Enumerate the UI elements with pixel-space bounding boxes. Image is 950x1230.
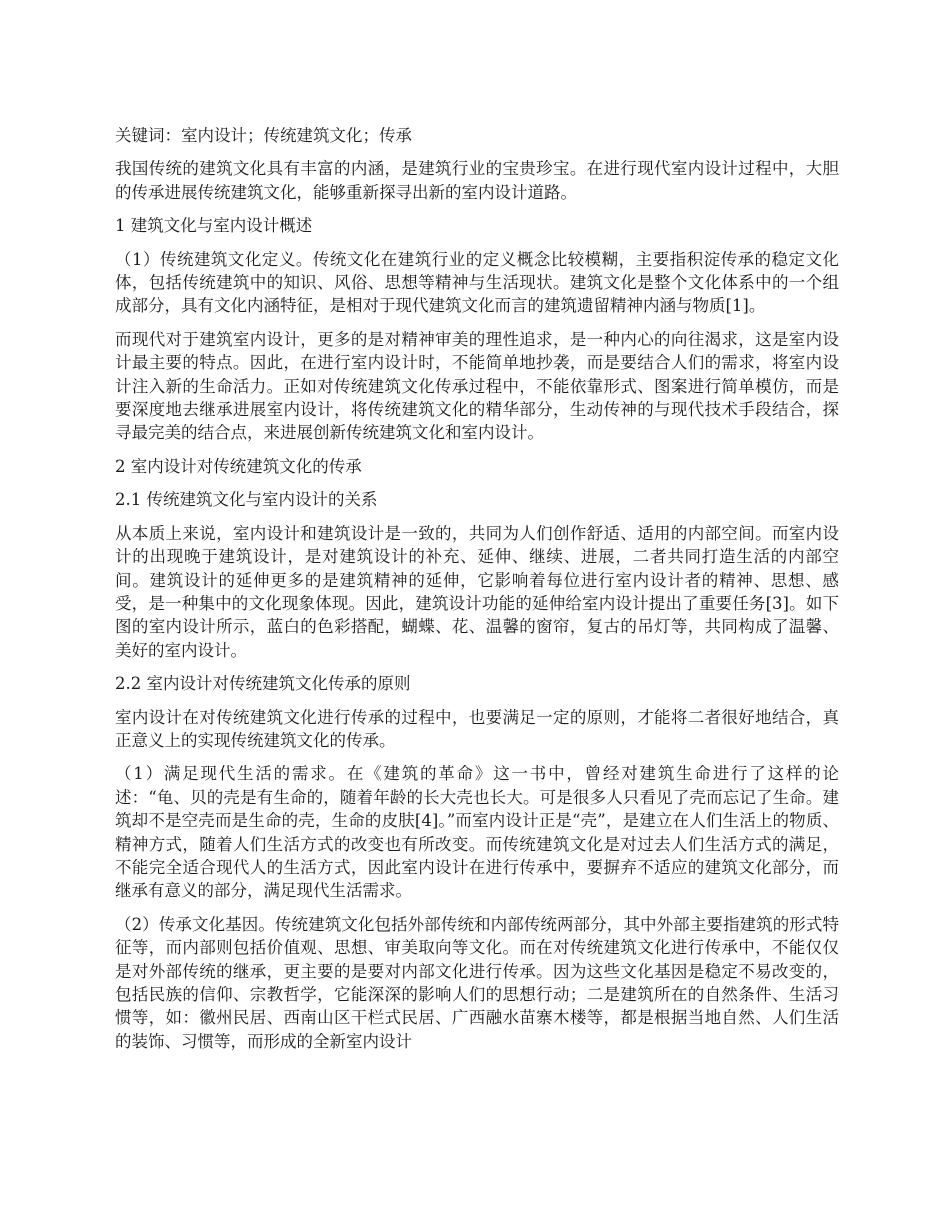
section-2-2-paragraph-2: （1）满足现代生活的需求。在《建筑的革命》这一书中，曾经对建筑生命进行了这样的论述：“龟、贝的壳是有生命的，随着年龄的长大壳也长大。可是很多人只看见了壳而忘记了生命。建筑却不是空壳而是生命的壳，生命的皮肤[4]。”而室内设计正是“壳”，是建立在人们生活上的物质、精神方式，随着人们生活方式的改变也有所改变。而传统建筑文化是对过去人们生活方式的满足，不能完全适合现代人的生活方式，因此室内设计在进行传承中，要摒弃不适应的建筑文化部分，而继承有意义的部分，满足现代生活需求。 — [115, 764, 839, 901]
section-2-2-heading: 2.2 室内设计对传统建筑文化传承的原则 — [115, 674, 411, 694]
section-2-1-paragraph-1: 从本质上来说，室内设计和建筑设计是一致的，共同为人们创作舒适、适用的内部空间。而室内设计的出现晚于建筑设计，是对建筑设计的补充、延伸、继续、进展，二者共同打造生活的内部空间。建筑设计的延伸更多的是建筑精神的延伸，它影响着每位进行室内设计者的精神、思想、感受，是一种集中的文化现象体现。因此，建筑设计功能的延伸给室内设计提出了重要任务[3]。如下图的室内设计所示，蓝白的色彩搭配，蝴蝶、花、温馨的窗帘，复古的吊灯等，共同构成了温馨、美好的室内设计。 — [115, 523, 839, 660]
section-2-2-paragraph-1: 室内设计在对传统建筑文化进行传承的过程中，也要满足一定的原则，才能将二者很好地结合，真正意义上的实现传统建筑文化的传承。 — [115, 707, 839, 750]
section-1-paragraph-2: 而现代对于建筑室内设计，更多的是对精神审美的理性追求，是一种内心的向往渴求，这是室内设计最主要的特点。因此，在进行室内设计时，不能简单地抄袭，而是要结合人们的需求，将室内设计注入新的生命活力。正如对传统建筑文化传承过程中，不能依靠形式、图案进行简单模仿，而是要深度地去继承进展室内设计，将传统建筑文化的精华部分，生动传神的与现代技术手段结合，探寻最完美的结合点，来进展创新传统建筑文化和室内设计。 — [115, 329, 839, 443]
section-1-heading: 1 建筑文化与室内设计概述 — [115, 216, 313, 236]
document-page — [115, 124, 839, 1063]
section-2-1-heading: 2.1 传统建筑文化与室内设计的关系 — [115, 490, 378, 510]
section-2-heading: 2 室内设计对传统建筑文化的传承 — [115, 456, 362, 476]
keywords-line: 关键词：室内设计；传统建筑文化；传承 — [115, 126, 412, 145]
section-2-2-paragraph-3: （2）传承文化基因。传统建筑文化包括外部传统和内部传统两部分，其中外部主要指建筑的形式特征等，而内部则包括价值观、思想、审美取向等文化。而在对传统建筑文化进行传承中，不能仅仅是对外部传统的继承，更主要的是要对内部文化进行传承。因为这些文化基因是稳定不易改变的，包括民族的信仰、宗教哲学，它能深深的影响人们的思想行动；二是建筑所在的自然条件、生活习惯等，如：徽州民居、西南山区干栏式民居、广西融水苗寨木楼等，都是根据当地自然、人们生活的装饰、习惯等，而形成的全新室内设计 — [115, 914, 839, 1051]
intro-paragraph: 我国传统的建筑文化具有丰富的内涵，是建筑行业的宝贵珍宝。在进行现代室内设计过程中，大胆的传承进展传统建筑文化，能够重新探寻出新的室内设计道路。 — [115, 159, 839, 202]
section-1-paragraph-1: （1）传统建筑文化定义。传统文化在建筑行业的定义概念比较模糊，主要指积淀传承的稳定文化体，包括传统建筑中的知识、风俗、思想等精神与生活现状。建筑文化是整个文化体系中的一个组成部分，具有文化内涵特征，是相对于现代建筑文化而言的建筑遗留精神内涵与物质[1]。 — [115, 249, 839, 316]
